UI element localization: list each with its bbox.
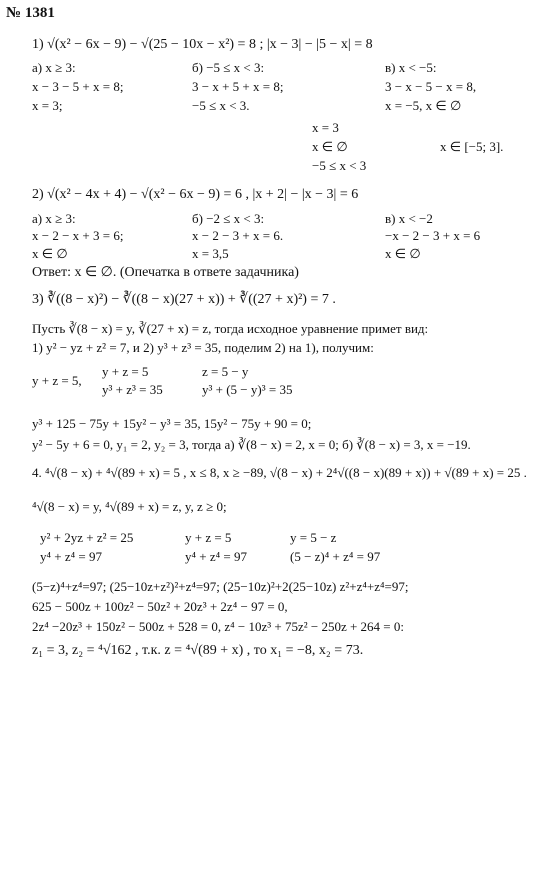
union-line-2: x ∈ ∅ [312,139,348,154]
case-b-header: б) −5 ≤ x < 3: [192,60,265,75]
p2-case-a-eq: x − 2 − x + 3 = 6; [32,228,124,243]
system2-line2: y³ + (5 − y)³ = 35 [202,382,293,397]
p2-case-b-header: б) −2 ≤ x < 3: [192,211,265,226]
system-derivation: 1) y² − yz + z² = 7, и 2) y³ + z³ = 35, поделим 2) на 1), получим: [32,340,374,355]
final-answer: z₁ = 3, z₂ = ⁴√162 , т.к. z = ⁴√(89 + x) , то x₁ = −8, x₂ = 73. [32,643,364,658]
p2-case-b-result: x = 3,5 [192,246,229,261]
quartic-expansion-3: 2z⁴ −20z³ + 150z² − 500z + 528 = 0, z⁴ − 10z³ + 75z² − 250z + 264 = 0: [32,619,404,634]
p2-case-a-result: x ∈ ∅ [32,246,68,261]
sys4a-line1: y² + 2yz + z² = 25 [40,530,134,545]
quartic-expansion-1: (5−z)⁴+z⁴=97; (25−10z+z²)²+z⁴=97; (25−10z)²+2(25−10z) z²+z⁴+z⁴=97; [32,579,409,594]
sys4b-line1: y + z = 5 [185,530,232,545]
part1-equation: 1) √(x² − 6x − 9) − √(25 − 10x − x²) = 8 ; |x − 3| − |5 − x| = 8 [32,37,373,52]
case-c-result: x = −5, x ∈ ∅ [385,98,462,113]
case-b-eq: 3 − x + 5 + x = 8; [192,79,284,94]
sys4c-line1: y = 5 − z [290,530,337,545]
sys4a-line2: y⁴ + z⁴ = 97 [40,549,102,564]
sys4c-line2: (5 − z)⁴ + z⁴ = 97 [290,549,381,564]
case-c-eq: 3 − x − 5 − x = 8, [385,79,477,94]
case-a-eq: x − 3 − 5 + x = 8; [32,79,124,94]
p2-case-a-header: а) x ≥ 3: [32,211,76,226]
part1-answer: x ∈ [−5; 3]. [440,139,504,154]
system1-line2: y³ + z³ = 35 [102,382,163,397]
part4-equation: 4. ⁴√(8 − x) + ⁴√(89 + x) = 5 , x ≤ 8, x ≥ −89, √(8 − x) + 2⁴√((8 − x)(89 + x)) + √(89 + x) = 25 . [32,465,527,480]
sys4b-line2: y⁴ + z⁴ = 97 [185,549,247,564]
case-a-header: а) x ≥ 3: [32,60,76,75]
p2-case-b-eq: x − 2 − 3 + x = 6. [192,228,284,243]
union-line-3: −5 ≤ x < 3 [312,158,367,173]
substitution-line: Пусть ∛(8 − x) = y, ∛(27 + x) = z, тогда исходное уравнение примет вид: [32,321,429,336]
union-line-1: x = 3 [312,120,339,135]
quartic-expansion-2: 625 − 500z + 100z² − 50z² + 20z³ + 2z⁴ − 97 = 0, [32,599,288,614]
case-c-header: в) x < −5: [385,60,437,75]
system1-line1: y + z = 5 [102,364,149,379]
problem-number: № 1381 [6,5,55,21]
p2-case-c-result: x ∈ ∅ [385,246,421,261]
part2-equation: 2) √(x² − 4x + 4) − √(x² − 6x − 9) = 6 , |x + 2| − |x − 3| = 6 [32,187,359,202]
part3-equation: 3) ∛((8 − x)²) − ∛((8 − x)(27 + x)) + ∛((27 + x)²) = 7 . [32,292,336,307]
case-a-result: x = 3; [32,98,63,113]
sum-result: y + z = 5, [32,373,82,388]
roots-line: y² − 5y + 6 = 0, y₁ = 2, y₂ = 3, тогда а) ∛(8 − x) = 2, x = 0; б) ∛(8 − x) = 3, x = −19. [32,437,471,452]
system2-line1: z = 5 − y [202,364,249,379]
expansion-line: y³ + 125 − 75y + 15y² − y³ = 35, 15y² − 75y + 90 = 0; [32,416,312,431]
p2-case-c-header: в) x < −2 [385,211,433,226]
part2-answer: Ответ: x ∈ ∅. (Опечатка в ответе задачника) [32,265,299,280]
case-b-result: −5 ≤ x < 3. [192,98,250,113]
part4-substitution: ⁴√(8 − x) = y, ⁴√(89 + x) = z, y, z ≥ 0; [32,499,227,514]
p2-case-c-eq: −x − 2 − 3 + x = 6 [385,228,481,243]
